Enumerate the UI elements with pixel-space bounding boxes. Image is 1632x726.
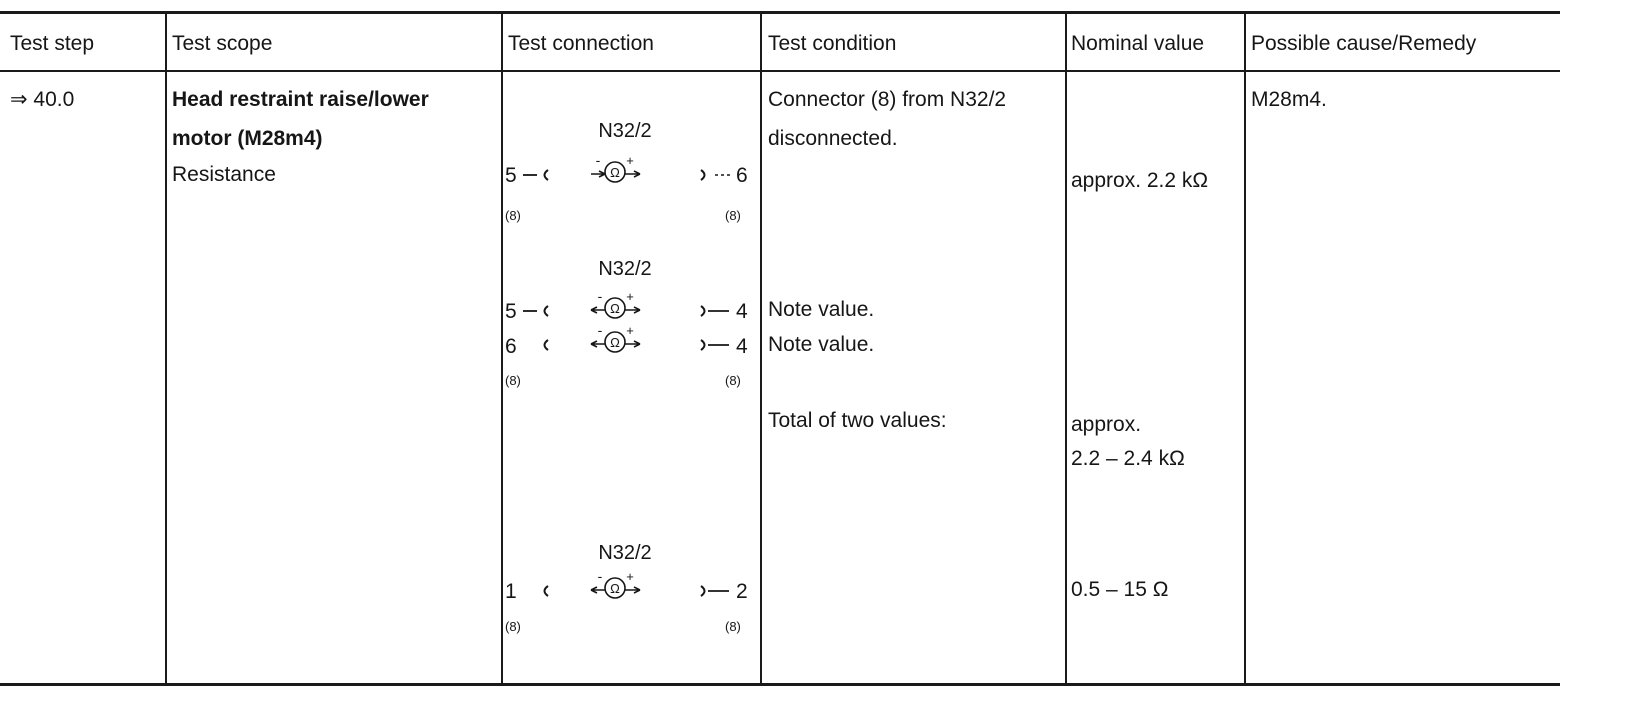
component-label: N32/2 <box>598 542 652 564</box>
ohmmeter-icon <box>591 568 640 598</box>
condition-note-value: Note value. <box>768 298 875 321</box>
header-test-connection: Test connection <box>508 32 654 55</box>
left-pin: 6 <box>505 335 517 358</box>
remedy-text: M28m4. <box>1251 88 1327 111</box>
column-separator <box>760 13 762 685</box>
nominal-value: approx. 2.2 kΩ <box>1071 169 1209 192</box>
ohmmeter-icon <box>591 322 640 352</box>
plug-left-icon <box>545 586 549 596</box>
right-pin: 2 <box>736 580 748 603</box>
test-scope-title-line2: motor (M28m4) <box>172 127 323 150</box>
component-label: N32/2 <box>598 120 652 142</box>
test-step-number: ⇒ 40.0 <box>10 88 75 111</box>
plug-left-icon <box>545 340 549 350</box>
component-label: N32/2 <box>598 258 652 280</box>
connection-diagram <box>503 245 760 395</box>
socket-right-icon <box>701 586 705 596</box>
svg-text:Ω: Ω <box>610 301 620 316</box>
header-rule <box>0 70 1560 72</box>
connector-label: (8) <box>505 208 521 223</box>
right-pin: 6 <box>736 164 748 187</box>
bottom-rule <box>0 683 1560 686</box>
header-test-step: Test step <box>10 32 95 55</box>
connector-label: (8) <box>725 208 741 223</box>
svg-text:Ω: Ω <box>610 335 620 350</box>
connection-diagram <box>503 110 760 230</box>
top-rule <box>0 11 1560 14</box>
connector-label: (8) <box>725 373 741 388</box>
socket-right-icon <box>701 340 705 350</box>
header-test-condition: Test condition <box>768 32 897 55</box>
column-separator <box>1065 13 1067 685</box>
svg-text:Ω: Ω <box>610 581 620 596</box>
right-pin: 4 <box>736 300 748 323</box>
svg-text:+: + <box>626 153 634 168</box>
condition-total-label: Total of two values: <box>768 409 947 432</box>
svg-text:-: - <box>597 568 603 584</box>
nominal-total-line1: approx. <box>1071 413 1142 436</box>
svg-text:+: + <box>626 569 634 584</box>
column-separator <box>1244 13 1246 685</box>
socket-right-icon <box>701 170 705 180</box>
header-possible-cause: Possible cause/Remedy <box>1251 32 1477 55</box>
connector-label: (8) <box>725 619 741 634</box>
svg-text:+: + <box>626 289 634 304</box>
test-scope-title-line1: Head restraint raise/lower <box>172 88 429 111</box>
header-test-scope: Test scope <box>172 32 273 55</box>
connection-diagram <box>503 530 760 640</box>
svg-text:-: - <box>597 288 603 304</box>
column-separator <box>165 13 167 685</box>
svg-text:+: + <box>626 323 634 338</box>
left-pin: 1 <box>505 580 517 603</box>
socket-right-icon <box>701 306 705 316</box>
plug-left-icon <box>545 170 549 180</box>
nominal-total-line2: 2.2 – 2.4 kΩ <box>1071 447 1185 470</box>
header-nominal-value: Nominal value <box>1071 32 1205 55</box>
right-pin: 4 <box>736 335 748 358</box>
connector-label: (8) <box>505 373 521 388</box>
svg-text:-: - <box>597 322 603 338</box>
condition-connector-line1: Connector (8) from N32/2 <box>768 88 1007 111</box>
left-pin: 5 <box>505 164 517 187</box>
svg-text:Ω: Ω <box>610 165 620 180</box>
nominal-value: 0.5 – 15 Ω <box>1071 578 1169 601</box>
test-scope-type: Resistance <box>172 163 276 186</box>
plug-left-icon <box>545 306 549 316</box>
condition-note-value: Note value. <box>768 333 875 356</box>
ohmmeter-icon <box>591 152 640 182</box>
svg-text:-: - <box>595 152 601 168</box>
connector-label: (8) <box>505 619 521 634</box>
condition-connector-line2: disconnected. <box>768 127 898 150</box>
ohmmeter-icon <box>591 288 640 318</box>
left-pin: 5 <box>505 300 517 323</box>
